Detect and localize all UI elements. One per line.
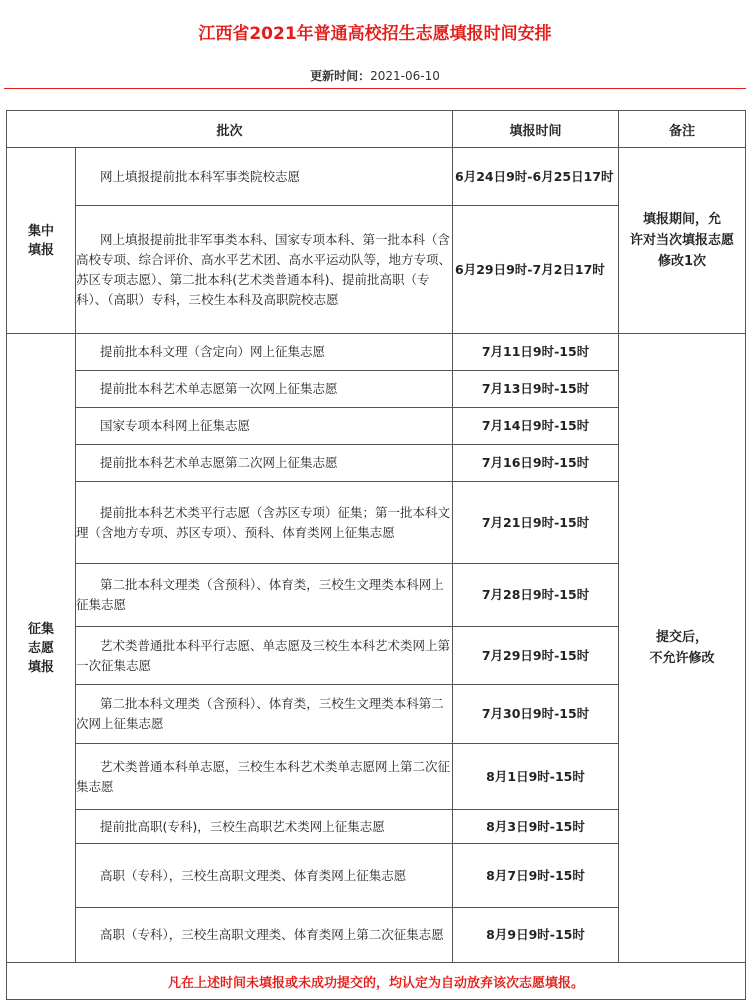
batch-cell: 提前批本科艺术类平行志愿（含苏区专项）征集；第一批本科文理（含地方专项、苏区专项）、预科、体育类网上征集志愿 [76,482,453,564]
batch-cell: 提前批本科文理（含定向）网上征集志愿 [76,334,453,371]
batch-cell: 高职（专科），三校生高职文理类、体育类网上征集志愿 [76,844,453,908]
table-footer-row [7,963,746,1000]
time-cell: 7月29日9时-15时 [453,627,619,685]
batch-cell: 高职（专科），三校生高职文理类、体育类网上第二次征集志愿 [76,908,453,963]
update-time [0,67,750,84]
group-label-concentrated: 集中 填报 [7,148,76,334]
batch-cell: 第二批本科文理类（含预科）、体育类，三校生文理类本科第二次网上征集志愿 [76,685,453,744]
time-cell: 8月3日9时-15时 [453,810,619,844]
update-time-label: 更新时间： [310,69,371,83]
time-cell: 6月29日9时-7月2日17时 [453,206,619,334]
header-time: 填报时间 [453,111,619,148]
time-cell: 7月11日9时-15时 [453,334,619,371]
batch-cell: 艺术类普通批本科平行志愿、单志愿及三校生本科艺术类网上第一次征集志愿 [76,627,453,685]
time-cell: 7月16日9时-15时 [453,445,619,482]
time-cell: 7月14日9时-15时 [453,408,619,445]
batch-cell: 提前批本科艺术单志愿第二次网上征集志愿 [76,445,453,482]
batch-cell: 提前批高职(专科)，三校生高职艺术类网上征集志愿 [76,810,453,844]
time-cell: 8月7日9时-15时 [453,844,619,908]
footer-notice: 凡在上述时间未填报或未成功提交的，均认定为自动放弃该次志愿填报。 [7,963,746,1000]
schedule-table [6,110,746,1000]
batch-cell: 提前批本科艺术单志愿第一次网上征集志愿 [76,371,453,408]
batch-cell: 第二批本科文理类（含预科）、体育类，三校生文理类本科网上征集志愿 [76,564,453,627]
header-note: 备注 [619,111,746,148]
page-title: 江西省2021年普通高校招生志愿填报时间安排 [198,24,552,44]
update-time-value: 2021-06-10 [370,69,440,83]
batch-cell: 国家专项本科网上征集志愿 [76,408,453,445]
time-cell: 7月21日9时-15时 [453,482,619,564]
batch-cell: 网上填报提前批非军事类本科、国家专项本科、第一批本科（含高校专项、综合评价、高水平艺术团、高水平运动队等，地方专项、苏区专项志愿）、第二批本科(艺术类普通本科)、提前批高职（专科）、（高职）专科，三校生本科及高职院校志愿 [76,206,453,334]
header-batch: 批次 [7,111,453,148]
time-cell: 8月9日9时-15时 [453,908,619,963]
batch-cell: 网上填报提前批本科军事类院校志愿 [76,148,453,206]
title-divider [4,88,746,89]
time-cell: 7月13日9时-15时 [453,371,619,408]
note-concentrated: 填报期间，允 许对当次填报志愿 修改1次 [619,148,746,334]
time-cell: 8月1日9时-15时 [453,744,619,810]
table-header-row [7,111,746,148]
group-label-solicitation: 征集 志愿 填报 [7,334,76,963]
batch-cell: 艺术类普通本科单志愿，三校生本科艺术类单志愿网上第二次征集志愿 [76,744,453,810]
table-row [7,334,746,371]
table-row [7,148,746,206]
time-cell: 6月24日9时-6月25日17时 [453,148,619,206]
note-solicitation: 提交后， 不允许修改 [619,334,746,963]
time-cell: 7月30日9时-15时 [453,685,619,744]
time-cell: 7月28日9时-15时 [453,564,619,627]
